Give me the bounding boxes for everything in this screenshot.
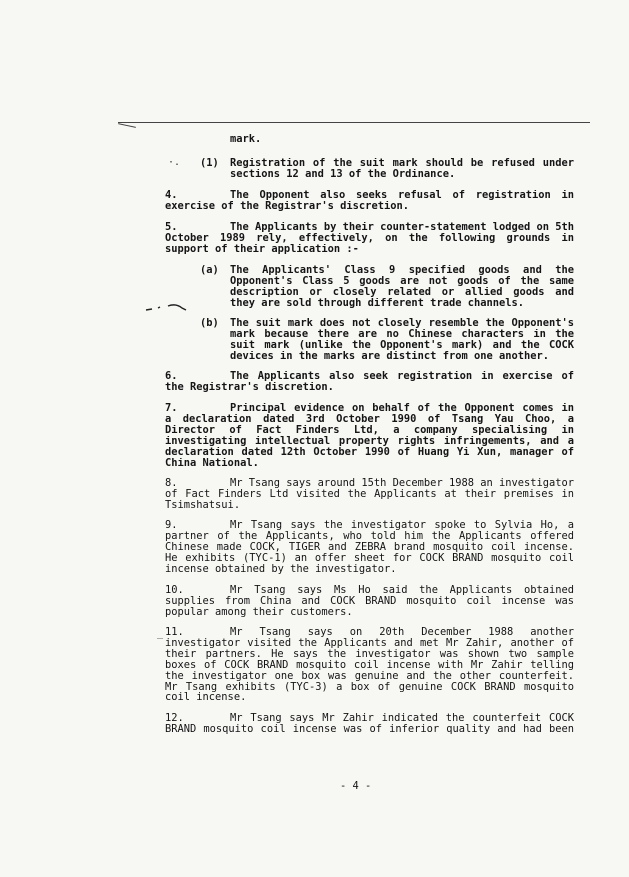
para-4-text: The Opponent also seeks refusal of registration in exercise of the Registrar's discretion. [165,190,574,212]
margin-mark-11: _ [157,628,164,639]
item-b-label: (b) [200,317,219,329]
para-5-number: 5. [165,221,178,233]
para-12-number: 12. [165,712,184,724]
para-11-text: Mr Tsang says on 20th December 1988 another investigator visited the Applicants and met Mr Zahir, another of their partners. He says the investigator was shown two sample boxes of COCK BRAND mosquito coil incense with Mr Zahir telling the investigator one box was genuine and the other counterfeit. Mr Tsang exhibits (TYC-3) a box of genuine COCK BRAND mosquito coil incense. [165,627,574,704]
margin-mark: ·. [168,157,181,168]
item-a-text: The Applicants' Class 9 specified goods and the Opponent's Class 5 goods are not goods of the same description or closely related or allied goods and they are sold through different trade channels. [230,265,574,309]
para-8-number: 8. [165,477,178,489]
para-6-text: The Applicants also seek registration in exercise of the Registrar's discretion. [165,371,574,393]
para-7-text: Principal evidence on behalf of the Opponent comes in a declaration dated 3rd October 1990 of Tsang Yau Choo, a Director of Fact Finders Ltd, a company specialising in investigating intellectual property rights infringements, and a declaration dated 12th October 1990 of Huang Yi Xun, manager of China National. [165,403,574,469]
para-8-text: Mr Tsang says around 15th December 1988 an investigator of Fact Finders Ltd visited the Applicants at their premises in Tsimshatsui. [165,478,574,511]
para-12-text: Mr Tsang says Mr Zahir indicated the counterfeit COCK BRAND mosquito coil incense was of inferior quality and had been [165,713,574,735]
item-1-label: (1) [200,157,219,169]
item-b-text: The suit mark does not closely resemble the Opponent's mark because there are no Chinese characters in the suit mark (unlike the Opponent's mark) and the COCK devices in the marks are distinct from one another. [230,318,574,362]
item-a-label: (a) [200,264,219,276]
header-rule-tick [118,123,136,128]
header-rule [118,122,590,123]
page-number: - 4 - [340,780,372,792]
continued-text: mark. [230,133,262,145]
para-9-text: Mr Tsang says the investigator spoke to Sylvia Ho, a partner of the Applicants, who told him the Applicants offered Chinese made COCK, TIGER and ZEBRA brand mosquito coil incense. He exhibits (TYC-1) an offer sheet for COCK BRAND mosquito coil incense obtained by the investigator. [165,520,574,575]
para-7-number: 7. [165,402,178,414]
para-4-number: 4. [165,189,178,201]
para-10-text: Mr Tsang says Ms Ho said the Applicants obtained supplies from China and COCK BRAND mosquito coil incense was popular among their customers. [165,585,574,618]
para-10-number: 10. [165,584,184,596]
para-6-number: 6. [165,370,178,382]
para-11-number: 11. [165,626,184,638]
para-5-text: The Applicants by their counter-statement lodged on 5th October 1989 rely, effectively, on the following grounds in support of their application :- [165,222,574,255]
item-1-text: Registration of the suit mark should be refused under sections 12 and 13 of the Ordinance. [230,158,574,180]
para-9-number: 9. [165,519,178,531]
margin-scribble [142,298,202,318]
